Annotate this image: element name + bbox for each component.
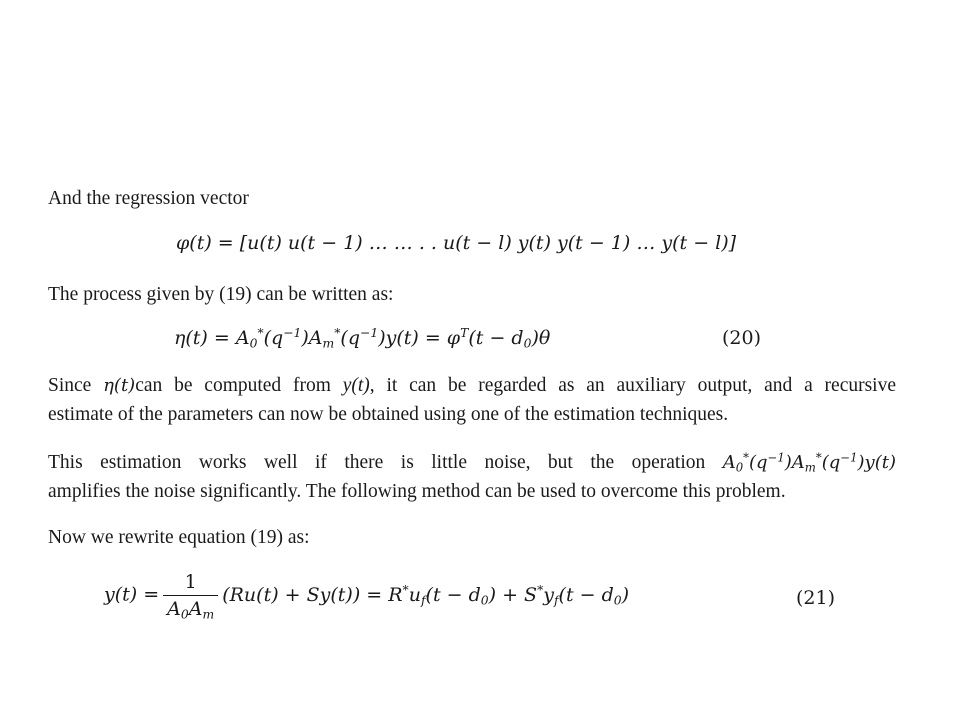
paragraph-auxiliary-output: Since η(t)can be computed from y(t), it can be regarded as an auxiliary output, and a recursive estimate of the parameters can now be obtained using one of the estimation techniques.	[48, 375, 896, 425]
equation-20-number: (20)	[722, 327, 762, 349]
equation-21-number: (21)	[796, 587, 836, 609]
paragraph-noise: This estimation works well if there is little noise, but the operation $A_0^*(q^{-1})A_m^*(q^{-1})y(t)$ amplifies the noise significantly. The following method can be used to overcome this problem.	[48, 450, 896, 502]
equation-21: y(t) = $\frac{1}{A_0A_m}$ $(Ru(t) + Sy(t)) = R^*u_f(t - d_0) + S^*y_f(t - d_0)$	[104, 571, 630, 622]
paragraph-regression-vector: And the regression vector	[48, 188, 249, 209]
equation-21-fraction: $\frac{1}{A_0A_m}$	[163, 571, 218, 620]
equation-regression-vector	[176, 232, 736, 254]
equation-phi-text: φ(t) = [u(t) u(t − 1) … … . . u(t − l) y(t) y(t − 1) … y(t − l)]	[176, 232, 737, 254]
equation-20: $\eta(t) = A_0^*(q^{-1})A_m^*(q^{-1})y(t) = \varphi^T(t - d_0)\theta$	[174, 326, 551, 351]
paragraph-rewrite: Now we rewrite equation (19) as:	[48, 527, 310, 548]
paragraph-process: The process given by (19) can be written as:	[48, 284, 394, 305]
